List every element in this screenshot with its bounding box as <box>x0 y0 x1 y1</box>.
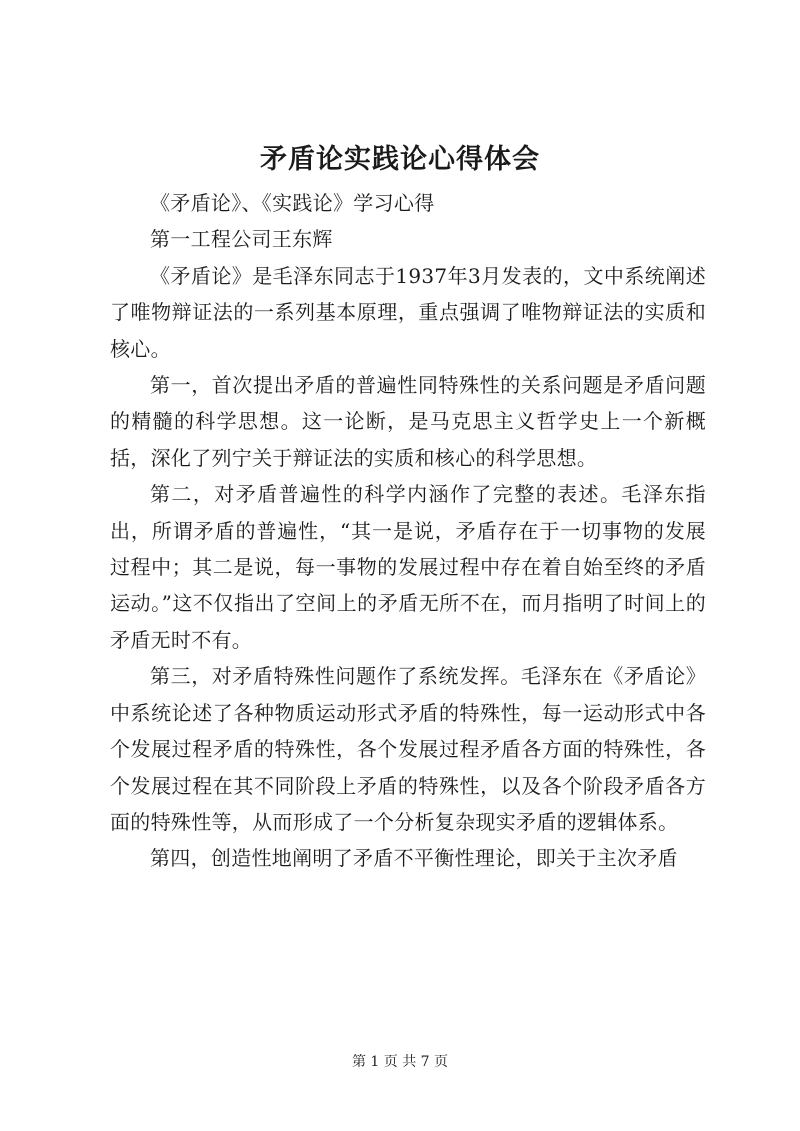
body-paragraph: 《矛盾论》是毛泽东同志于1937年3月发表的，文中系统阐述了唯物辩证法的一系列基本原理，重点强调了唯物辩证法的实质和核心。 <box>110 263 706 361</box>
body-paragraph: 第二，对矛盾普遍性的科学内涵作了完整的表述。毛泽东指出，所谓矛盾的普遍性，“其一是说，矛盾存在于一切事物的发展过程中；其二是说，每一事物的发展过程中存在着自始至终的矛盾运动。”这不仅指出了空间上的矛盾无所不在，而月指明了时间上的矛盾无时不有。 <box>110 482 706 652</box>
body-paragraph: 第一，首次提出矛盾的普遍性同特殊性的关系问题是矛盾问题的精髓的科学思想。这一论断，是马克思主义哲学史上一个新概括，深化了列宁关于辩证法的实质和核心的科学思想。 <box>110 373 706 470</box>
document-title: 矛盾论实践论心得体会 <box>260 144 540 175</box>
body-paragraph: 第三，对矛盾特殊性问题作了系统发挥。毛泽东在《矛盾论》中系统论述了各种物质运动形式矛盾的特殊性，每一运动形式中各个发展过程矛盾的特殊性，各个发展过程矛盾各方面的特殊性，各个发展过程在其不同阶段上矛盾的特殊性，以及各个阶段矛盾各方面的特殊性等，从而形成了一个分析复杂现实矛盾的逻辑体系。 <box>110 664 706 834</box>
document-body <box>110 185 706 877</box>
body-paragraph: 第四，创造性地阐明了矛盾不平衡性理论，即关于主次矛盾 <box>150 846 678 871</box>
author-paragraph: 第一工程公司王东辉 <box>150 227 333 252</box>
page-number-footer: 第 1 页 共 7 页 <box>351 1054 449 1070</box>
subtitle-paragraph: 《矛盾论》、《实践论》学习心得 <box>150 191 435 215</box>
